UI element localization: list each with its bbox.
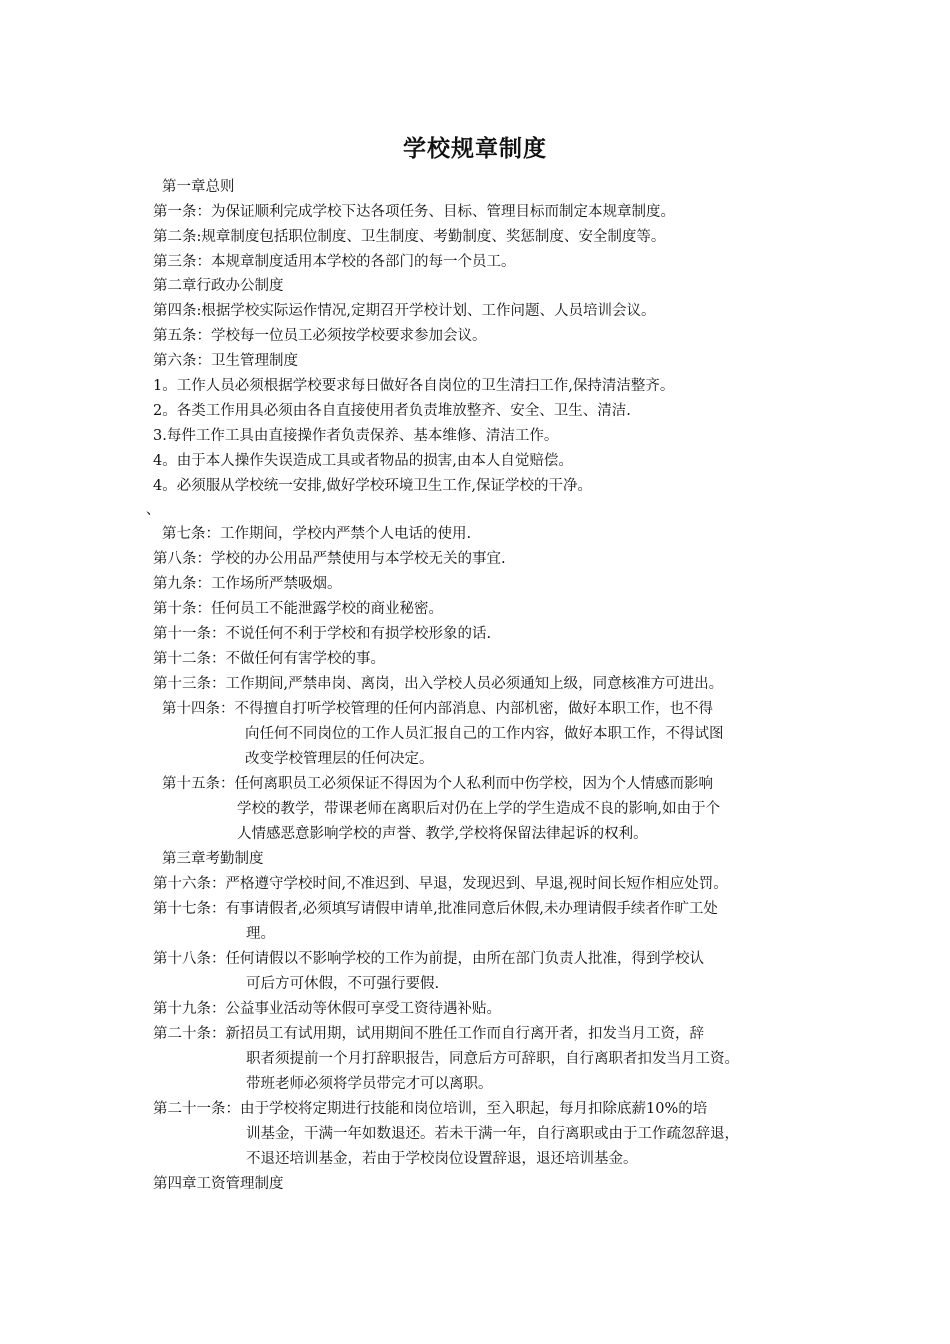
hygiene-item-4a: 4。由于本人操作失误造成工具或者物品的损害,由本人自觉赔偿。: [153, 453, 573, 469]
article-7: 第七条：工作期间，学校内严禁个人电话的使用.: [162, 526, 472, 542]
article-21-cont-1: 训基金，干满一年如数退还。若未干满一年，自行离职或由于工作疏忽辞退，: [246, 1126, 739, 1142]
article-20: 第二十条：新招员工有试用期，试用期间不胜任工作而自行离开者，扣发当月工资，辞: [153, 1026, 704, 1042]
article-15: 第十五条：任何离职员工必须保证不得因为个人私利而中伤学校，因为个人情感而影响: [162, 776, 713, 792]
article-16: 第十六条：严格遵守学校时间,不准迟到、早退，发现迟到、早退,视时间长短作相应处罚。: [153, 876, 728, 892]
article-6: 第六条：卫生管理制度: [153, 353, 298, 369]
article-15-cont-2: 人情感恶意影响学校的声誉、教学,学校将保留法律起诉的权利。: [237, 826, 648, 842]
article-17-cont: 理。: [246, 926, 275, 942]
article-21-cont-2: 不退还培训基金，若由于学校岗位设置辞退，退还培训基金。: [246, 1151, 638, 1167]
document-title: 学校规章制度: [403, 136, 547, 162]
article-21: 第二十一条：由于学校将定期进行技能和岗位培训，至入职起，每月扣除底薪10%的培: [153, 1101, 708, 1117]
article-9: 第九条：工作场所严禁吸烟。: [153, 576, 342, 592]
article-19: 第十九条：公益事业活动等休假可享受工资待遇补贴。: [153, 1001, 501, 1017]
article-14: 第十四条：不得擅自打听学校管理的任何内部消息、内部机密，做好本职工作，也不得: [162, 701, 713, 717]
chapter-1-heading: 第一章总则: [162, 179, 235, 195]
article-20-cont-2: 带班老师必须将学员带完才可以离职。: [246, 1076, 493, 1092]
article-17: 第十七条：有事请假者,必须填写请假申请单,批准同意后休假,未办理请假手续者作旷工处: [153, 901, 718, 917]
article-10: 第十条：任何员工不能泄露学校的商业秘密。: [153, 601, 443, 617]
hygiene-item-2: 2。各类工作用具必须由各自直接使用者负责堆放整齐、安全、卫生、清洁.: [153, 403, 631, 419]
article-8: 第八条：学校的办公用品严禁使用与本学校无关的事宜.: [153, 551, 506, 567]
hygiene-item-1: 1。工作人员必须根据学校要求每日做好各自岗位的卫生清扫工作,保持清洁整齐。: [153, 378, 675, 394]
article-15-cont-1: 学校的教学，带课老师在离职后对仍在上学的学生造成不良的影响,如由于个: [237, 801, 721, 817]
article-1: 第一条：为保证顺利完成学校下达各项任务、目标、管理目标而制定本规章制度。: [153, 204, 675, 220]
hygiene-item-3: 3.每件工作工具由直接操作者负责保养、基本维修、清洁工作。: [153, 428, 559, 444]
article-12: 第十二条：不做任何有害学校的事。: [153, 651, 385, 667]
article-18-cont: 可后方可休假，不可强行要假.: [246, 976, 440, 992]
chapter-4-heading: 第四章工资管理制度: [153, 1176, 284, 1192]
article-2: 第二条:规章制度包括职位制度、卫生制度、考勤制度、奖惩制度、安全制度等。: [153, 229, 666, 245]
article-14-cont-2: 改变学校管理层的任何决定。: [245, 751, 434, 767]
article-13: 第十三条：工作期间,严禁串岗、离岗，出入学校人员必须通知上级，同意核准方可进出。: [153, 676, 724, 692]
chapter-3-heading: 第三章考勤制度: [162, 851, 264, 867]
chapter-2-heading: 第二章行政办公制度: [153, 278, 284, 294]
article-4: 第四条:根据学校实际运作情况,定期召开学校计划、工作问题、人员培训会议。: [153, 303, 656, 319]
hygiene-item-4b: 4。必须服从学校统一安排,做好学校环境卫生工作,保证学校的干净。: [153, 478, 592, 494]
article-5: 第五条：学校每一位员工必须按学校要求参加会议。: [153, 328, 487, 344]
article-20-cont-1: 职者须提前一个月打辞职报告，同意后方可辞职，自行离职者扣发当月工资。: [246, 1051, 739, 1067]
article-18: 第十八条：任何请假以不影响学校的工作为前提，由所在部门负责人批准，得到学校认: [153, 951, 704, 967]
article-3: 第三条：本规章制度适用本学校的各部门的每一个员工。: [153, 254, 516, 270]
article-11: 第十一条：不说任何不利于学校和有损学校形象的话.: [153, 626, 492, 642]
stray-mark: 、: [146, 502, 160, 518]
article-14-cont-1: 向任何不同岗位的工作人员汇报自己的工作内容，做好本职工作，不得试图: [245, 726, 724, 742]
